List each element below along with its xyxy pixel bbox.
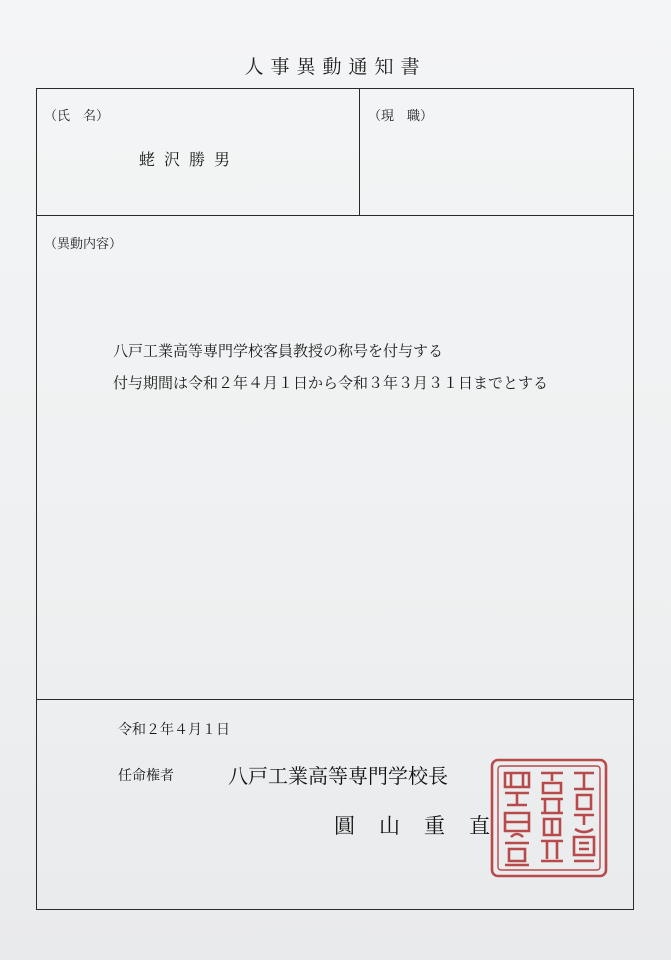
principal-name: 圓山重直 <box>334 814 514 838</box>
divider-footer-section <box>37 699 633 700</box>
name-value: 蛯沢勝男 <box>139 150 240 169</box>
school-principal-title: 八戸工業高等専門学校長 <box>228 764 448 788</box>
position-label: （現 職） <box>368 109 434 124</box>
divider-name-position <box>359 89 360 215</box>
change-content-line-2: 付与期間は令和２年４月１日から令和３年３月３１日までとする <box>113 374 549 392</box>
appointer-label: 任命権者 <box>118 768 174 784</box>
divider-top-section <box>37 215 633 216</box>
issue-date: 令和２年４月１日 <box>118 722 230 738</box>
name-label: （氏 名） <box>44 109 110 124</box>
document-title: 人事異動通知書 <box>244 56 427 78</box>
official-seal-icon <box>489 757 609 879</box>
change-content-line-1: 八戸工業高等専門学校客員教授の称号を付与する <box>113 342 444 360</box>
change-content-label: （異動内容） <box>44 237 123 252</box>
